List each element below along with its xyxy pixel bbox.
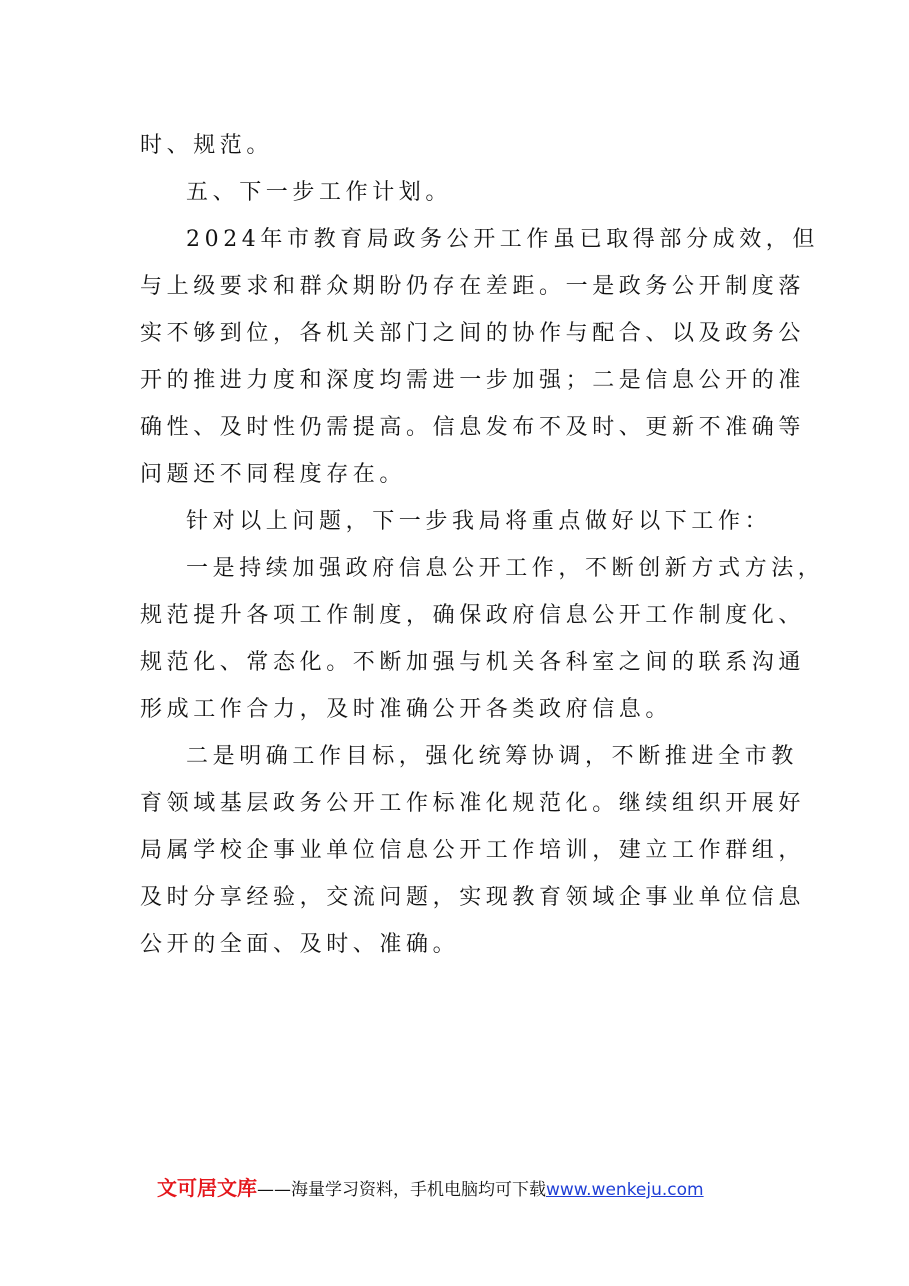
brand-name: 文可居文库	[157, 1176, 257, 1200]
website-link[interactable]: www.wenkeju.com	[546, 1180, 704, 1200]
section-heading: 五、下一步工作计划。	[186, 180, 453, 205]
paragraph-line: 实不够到位，各机关部门之间的协作与配合、以及政务公	[140, 321, 806, 346]
paragraph-line: 开的推进力度和深度均需进一步加强；二是信息公开的准	[140, 368, 806, 393]
paragraph-line: 针对以上问题，下一步我局将重点做好以下工作：	[186, 509, 772, 534]
footer-banner	[157, 1173, 704, 1203]
paragraph-line: 公开的全面、及时、准确。	[140, 932, 460, 957]
paragraph-line: 规范提升各项工作制度，确保政府信息公开工作制度化、	[140, 603, 806, 628]
paragraph-line: 及时分享经验，交流问题，实现教育领域企事业单位信息	[140, 885, 806, 910]
paragraph-line: 与上级要求和群众期盼仍存在差距。一是政务公开制度落	[140, 274, 806, 299]
paragraph-line: 2024年市教育局政务公开工作虽已取得部分成效，但	[186, 227, 819, 252]
paragraph-line: 问题还不同程度存在。	[140, 462, 407, 487]
paragraph-line: 局属学校企事业单位信息公开工作培训，建立工作群组，	[140, 838, 806, 863]
paragraph-line: 形成工作合力，及时准确公开各类政府信息。	[140, 697, 673, 722]
paragraph-line: 确性、及时性仍需提高。信息发布不及时、更新不准确等	[140, 415, 806, 440]
paragraph-line: 时、规范。	[140, 133, 274, 158]
paragraph-line: 二是明确工作目标，强化统筹协调，不断推进全市教	[186, 744, 798, 769]
paragraph-line: 育领域基层政务公开工作标准化规范化。继续组织开展好	[140, 791, 806, 816]
document-body	[140, 122, 825, 968]
paragraph-line: 规范化、常态化。不断加强与机关各科室之间的联系沟通	[140, 650, 806, 675]
paragraph-line: 一是持续加强政府信息公开工作，不断创新方式方法，	[186, 556, 825, 581]
footer-tagline: ——海量学习资料，手机电脑均可下载	[257, 1180, 546, 1200]
